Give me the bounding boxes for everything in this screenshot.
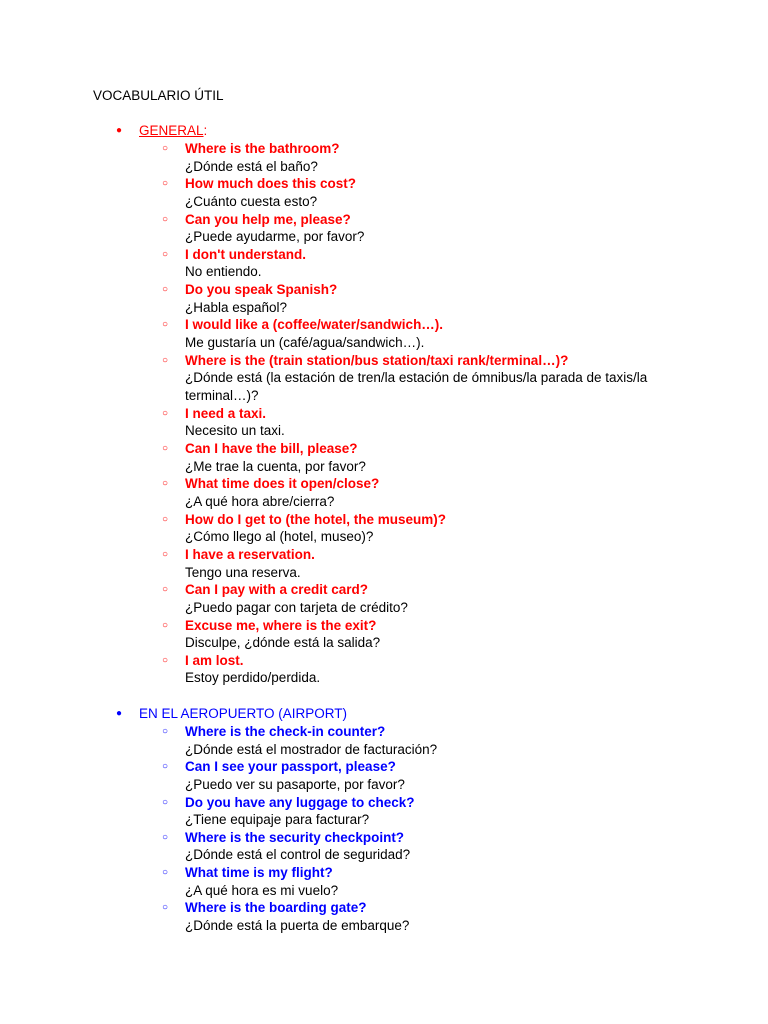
phrase-item — [0, 794, 768, 829]
spanish-translation: ¿A qué hora abre/cierra? — [185, 493, 335, 509]
english-phrase: Where is the boarding gate? — [185, 900, 367, 916]
phrase-item — [0, 140, 768, 175]
phrase-item — [0, 175, 768, 210]
phrase-item — [0, 546, 768, 581]
section-general — [0, 122, 768, 687]
phrase-item — [0, 652, 768, 687]
section-label-text: EN EL AEROPUERTO (AIRPORT) — [139, 706, 348, 721]
document-title: VOCABULARIO ÚTIL — [93, 88, 224, 103]
english-phrase: Where is the security checkpoint? — [185, 829, 405, 845]
english-phrase: How do I get to (the hotel, the museum)? — [185, 511, 446, 527]
spanish-translation: ¿Tiene equipaje para facturar? — [185, 812, 370, 828]
circle-bullet-icon: ○ — [162, 319, 169, 331]
phrase-item — [0, 440, 768, 475]
section-label-suffix: : — [203, 123, 208, 138]
phrase-item — [0, 899, 768, 934]
phrase-item — [0, 475, 768, 510]
spanish-translation: Necesito un taxi. — [185, 423, 285, 439]
english-phrase: Where is the check-in counter? — [185, 724, 386, 739]
english-phrase: Do you speak Spanish? — [185, 282, 338, 298]
circle-bullet-icon: ○ — [162, 354, 169, 366]
phrase-item — [0, 864, 768, 899]
circle-bullet-icon: ○ — [162, 902, 169, 914]
circle-bullet-icon: ○ — [162, 478, 169, 490]
english-phrase: Where is the bathroom? — [185, 141, 340, 156]
english-phrase: Can I pay with a credit card? — [185, 582, 369, 598]
spanish-translation: Me gustaría un (café/agua/sandwich…). — [185, 334, 425, 350]
phrase-item — [0, 211, 768, 246]
english-phrase: What time is my flight? — [185, 865, 333, 881]
circle-bullet-icon: ○ — [162, 213, 169, 225]
circle-bullet-icon: ○ — [162, 549, 169, 561]
phrase-list — [0, 140, 768, 687]
circle-bullet-icon: ○ — [162, 443, 169, 455]
phrase-item — [0, 352, 768, 405]
phrase-item — [0, 316, 768, 351]
english-phrase: Excuse me, where is the exit? — [185, 617, 377, 633]
section-label-text: GENERAL — [139, 123, 204, 138]
circle-bullet-icon: ○ — [162, 407, 169, 419]
english-phrase: Where is the (train station/bus station/taxi rank/terminal…)? — [185, 352, 569, 368]
spanish-translation: No entiendo. — [185, 264, 262, 280]
spanish-translation: ¿Cuánto cuesta esto? — [185, 193, 318, 209]
english-phrase: How much does this cost? — [185, 176, 357, 192]
circle-bullet-icon: ○ — [162, 831, 169, 843]
phrase-item — [0, 723, 768, 758]
english-phrase: I am lost. — [185, 652, 244, 668]
spanish-translation: ¿Dónde está el mostrador de facturación? — [185, 741, 438, 757]
circle-bullet-icon: ○ — [162, 867, 169, 879]
english-phrase: I have a reservation. — [185, 547, 315, 563]
phrase-item — [0, 829, 768, 864]
section-label — [139, 122, 207, 140]
circle-bullet-icon: ○ — [162, 761, 169, 773]
section-airport — [0, 705, 768, 935]
english-phrase: I don't understand. — [185, 246, 306, 262]
section-label — [139, 705, 347, 723]
spanish-translation: Estoy perdido/perdida. — [185, 670, 321, 686]
spanish-translation: ¿Puedo pagar con tarjeta de crédito? — [185, 599, 408, 615]
phrase-item — [0, 581, 768, 616]
circle-bullet-icon: ○ — [162, 619, 169, 631]
english-phrase: What time does it open/close? — [185, 476, 380, 492]
spanish-translation: ¿A qué hora es mi vuelo? — [185, 882, 339, 898]
phrase-item — [0, 617, 768, 652]
spanish-translation: ¿Me trae la cuenta, por favor? — [185, 458, 366, 474]
spanish-translation: ¿Puede ayudarme, por favor? — [185, 229, 365, 245]
circle-bullet-icon: ○ — [162, 143, 169, 154]
circle-bullet-icon: ○ — [162, 584, 169, 596]
section-heading — [0, 122, 768, 140]
english-phrase: Can you help me, please? — [185, 211, 351, 227]
circle-bullet-icon: ○ — [162, 248, 169, 260]
english-phrase: I would like a (coffee/water/sandwich…). — [185, 317, 444, 333]
section-heading — [0, 705, 768, 723]
phrase-item — [0, 405, 768, 440]
circle-bullet-icon: ○ — [162, 178, 169, 190]
circle-bullet-icon: ○ — [162, 726, 169, 737]
english-phrase: Can I have the bill, please? — [185, 441, 358, 457]
spanish-translation: ¿Puedo ver su pasaporte, por favor? — [185, 776, 405, 792]
circle-bullet-icon: ○ — [162, 654, 169, 666]
spanish-translation: ¿Cómo llego al (hotel, museo)? — [185, 529, 374, 545]
phrase-list — [0, 723, 768, 935]
circle-bullet-icon: ○ — [162, 513, 169, 525]
bullet-icon: ● — [116, 125, 123, 136]
english-phrase: Do you have any luggage to check? — [185, 794, 415, 810]
spanish-translation: ¿Habla español? — [185, 299, 288, 315]
circle-bullet-icon: ○ — [162, 796, 169, 808]
phrase-item — [0, 281, 768, 316]
spanish-translation: ¿Dónde está el baño? — [185, 158, 318, 174]
spanish-translation: ¿Dónde está (la estación de tren/la estación de ómnibus/la parada de taxis/la terminal…)? — [185, 370, 648, 404]
phrase-item — [0, 511, 768, 546]
english-phrase: I need a taxi. — [185, 405, 267, 421]
bullet-icon: ● — [116, 708, 123, 719]
english-phrase: Can I see your passport, please? — [185, 759, 396, 775]
phrase-item — [0, 246, 768, 281]
circle-bullet-icon: ○ — [162, 284, 169, 296]
phrase-item — [0, 758, 768, 793]
spanish-translation: Tengo una reserva. — [185, 564, 301, 580]
spanish-translation: ¿Dónde está la puerta de embarque? — [185, 917, 410, 933]
spanish-translation: ¿Dónde está el control de seguridad? — [185, 847, 411, 863]
spanish-translation: Disculpe, ¿dónde está la salida? — [185, 635, 381, 651]
